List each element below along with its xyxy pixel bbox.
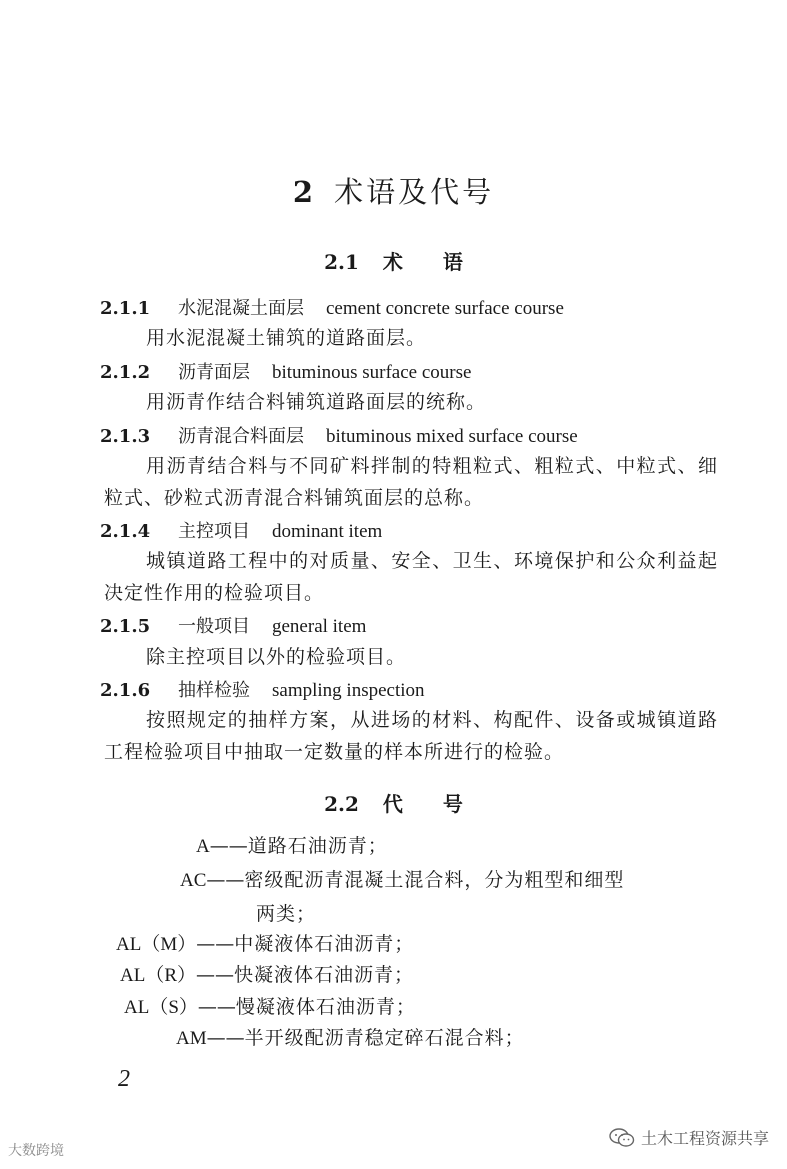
term-zh: 水泥混凝土面层 [178, 298, 304, 319]
term-en: cement concrete surface course [326, 298, 564, 319]
term-zh: 抽样检验 [178, 680, 250, 701]
symbol-desc-continuation: 两类； [256, 903, 317, 925]
section-title-char: 语 [442, 250, 463, 274]
watermark-left [8, 1140, 64, 1160]
symbol-row [120, 959, 414, 992]
term-zh: 沥青面层 [178, 362, 250, 383]
term-heading [100, 294, 564, 320]
symbol-dash: —— [206, 869, 245, 891]
term-zh: 沥青混合料面层 [178, 426, 304, 447]
section-number: 2.1 [324, 250, 359, 274]
symbol-code: AL（M） [116, 934, 197, 955]
term-heading [100, 358, 471, 384]
symbol-desc: 快凝液体石油沥青； [234, 964, 415, 986]
section-number: 2.2 [324, 792, 359, 816]
symbol-row [180, 864, 624, 897]
symbol-code: AL（R） [120, 965, 197, 986]
term-en: sampling inspection [272, 680, 425, 701]
symbol-code: AC [180, 870, 207, 891]
chapter-number: 2 [292, 175, 317, 209]
term-en: dominant item [272, 521, 383, 542]
symbol-desc: 慢凝液体石油沥青； [235, 996, 416, 1018]
term-heading [100, 612, 366, 638]
section-title-terms [0, 246, 787, 275]
section-title-char: 代 [382, 792, 403, 816]
wechat-icon [609, 1128, 635, 1148]
term-heading [100, 517, 382, 543]
watermark-left-text: 大数跨境 [8, 1143, 64, 1159]
symbol-row [116, 928, 414, 961]
section-title-symbols [0, 788, 787, 817]
term-en: general item [272, 616, 367, 637]
symbol-row [196, 830, 388, 863]
symbol-dash: —— [209, 835, 248, 857]
term-zh: 主控项目 [178, 521, 250, 542]
section-title-char: 号 [442, 792, 463, 816]
term-definition: 按照规定的抽样方案，从进场的材料、构配件、设备或城镇道路工程检验项目中抽取一定数量的样本所进行的检验。 [104, 709, 718, 763]
term-heading [100, 676, 425, 702]
symbol-desc: 半开级配沥青稳定碎石混合料； [244, 1027, 525, 1049]
term-definition: 用水泥混凝土铺筑的道路面层。 [146, 327, 427, 349]
term-en: bituminous mixed surface course [326, 426, 578, 447]
page-number: 2 [118, 1066, 130, 1092]
term-number: 2.1.4 [100, 521, 151, 542]
term-definition: 用沥青作结合料铺筑道路面层的统称。 [146, 391, 487, 413]
chapter-title [0, 170, 787, 211]
term-number: 2.1.1 [100, 298, 151, 319]
symbol-row [176, 1022, 525, 1055]
term-number: 2.1.2 [100, 362, 151, 383]
term-definition: 除主控项目以外的检验项目。 [146, 646, 407, 668]
symbol-dash: —— [196, 964, 235, 986]
watermark-right [609, 1126, 769, 1149]
symbol-code: AM [176, 1028, 207, 1049]
symbol-dash: —— [206, 1027, 245, 1049]
symbol-desc: 密级配沥青混凝土混合料，分为粗型和细型 [244, 869, 625, 891]
symbol-code: AL（S） [124, 997, 198, 1018]
term-number: 2.1.6 [100, 680, 151, 701]
symbol-desc: 中凝液体石油沥青； [234, 933, 415, 955]
symbol-code: A [196, 836, 210, 857]
symbol-desc: 道路石油沥青； [247, 835, 388, 857]
term-heading [100, 422, 578, 448]
symbol-dash: —— [197, 996, 236, 1018]
term-definition: 城镇道路工程中的对质量、安全、卫生、环境保护和公众利益起决定性作用的检验项目。 [104, 550, 718, 604]
term-number: 2.1.5 [100, 616, 151, 637]
section-title-char: 术 [382, 250, 403, 274]
symbol-dash: —— [196, 933, 235, 955]
watermark-right-text: 土木工程资源共享 [640, 1129, 769, 1148]
term-number: 2.1.3 [100, 426, 151, 447]
term-definition: 用沥青结合料与不同矿料拌制的特粗粒式、粗粒式、中粒式、细粒式、砂粒式沥青混合料铺筑面层的总称。 [104, 455, 718, 509]
term-en: bituminous surface course [272, 362, 472, 383]
symbol-row [124, 991, 416, 1024]
chapter-name: 术语及代号 [334, 175, 495, 209]
term-zh: 一般项目 [178, 616, 250, 637]
